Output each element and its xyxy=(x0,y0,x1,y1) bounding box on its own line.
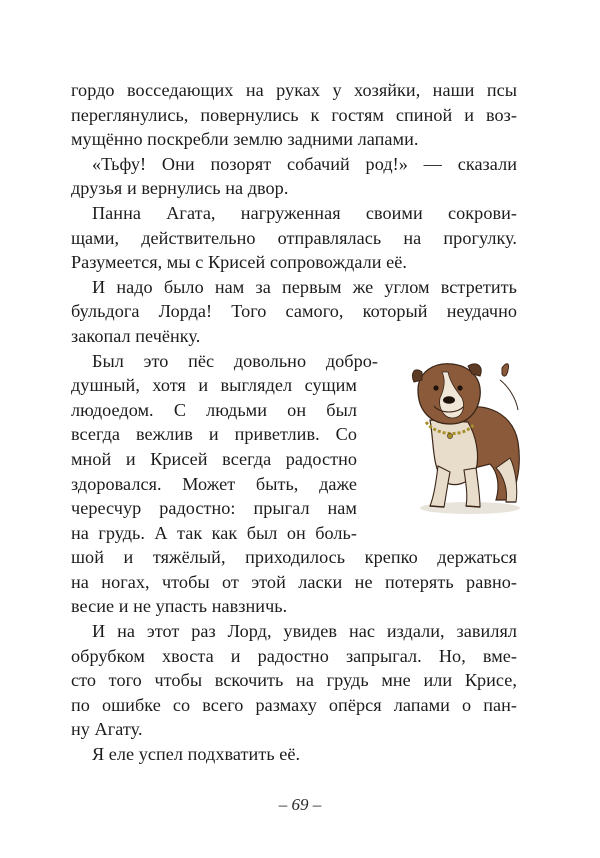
text-line: мущённо поскребли землю задними лапами. xyxy=(71,129,419,150)
text-line: душный, хотя и выглядел сущим xyxy=(71,375,357,396)
text-line: обрубком хвоста и радостно запрыгал. Но, вме- xyxy=(71,645,517,666)
text-line: мной и Крисей всегда радостно xyxy=(71,448,357,469)
text-line: весие и не упасть навзничь. xyxy=(71,596,288,617)
text-line: сто того чтобы вскочить на грудь мне или Крисе, xyxy=(71,670,517,691)
text-line: на грудь. А так как был он боль- xyxy=(71,522,357,543)
bulldog-illustration xyxy=(404,350,528,518)
text-line: Был это пёс довольно добро- xyxy=(92,350,378,371)
bulldog-icon xyxy=(412,364,520,514)
text-line: бульдога Лорда! Того самого, который неудачно xyxy=(71,301,517,322)
text-line: щами, действительно отправлялась на прогулку. xyxy=(71,227,517,248)
text-line: закопал печёнку. xyxy=(71,325,201,346)
text-line: на ногах, чтобы от этой ласки не потерять равно- xyxy=(71,571,517,592)
text-line: Панна Агата, нагруженная своими сокрови- xyxy=(92,202,517,223)
text-line: всегда вежлив и приветлив. Со xyxy=(71,424,357,445)
text-line: ну Агату. xyxy=(71,719,143,740)
text-line: Разумеется, мы с Крисей сопровождали её. xyxy=(71,252,407,273)
paragraph xyxy=(71,619,517,742)
paragraph xyxy=(71,152,517,201)
paragraph xyxy=(71,78,517,152)
text-line: переглянулись, повернулись к гостям спиной и воз- xyxy=(71,104,517,125)
text-line: «Тьфу! Они позорят собачий род!» — сказали xyxy=(92,153,517,174)
text-line: гордо восседающих на руках у хозяйки, наши псы xyxy=(71,80,517,100)
text-line: И на этот раз Лорд, увидев нас издали, завилял xyxy=(92,621,517,642)
text-line: И надо было нам за первым же углом встретить xyxy=(92,276,517,297)
paragraph xyxy=(71,742,517,767)
paragraph xyxy=(71,275,517,349)
text-line: чересчур радостно: прыгал нам xyxy=(71,498,357,519)
text-line: друзья и вернулись на двор. xyxy=(71,178,289,199)
text-line: шой и тяжёлый, приходилось крепко держаться xyxy=(71,547,517,568)
page-number: – 69 – xyxy=(278,795,322,814)
text-line: Я еле успел подхватить её. xyxy=(92,744,301,765)
text-line: здоровался. Может быть, даже xyxy=(71,473,357,494)
paragraph xyxy=(71,201,517,275)
text-line: людоедом. С людьми он был xyxy=(71,399,357,420)
text-line: по ошибке со всего размаху опёрся лапами о пан- xyxy=(71,694,517,715)
